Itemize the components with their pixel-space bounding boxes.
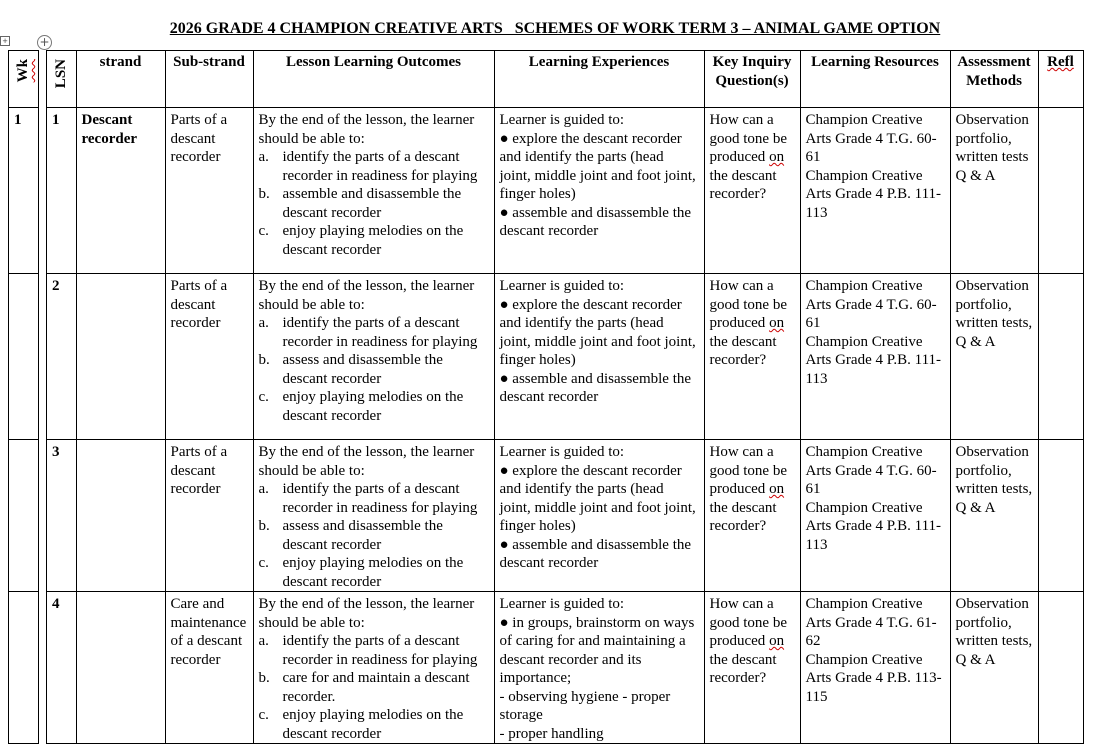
inquiry-text: the descant recorder?	[709, 651, 777, 686]
outcome-list	[259, 632, 489, 743]
experience-item: ● assemble and disassemble the descant recorder	[499, 204, 692, 239]
resource-line: Champion Creative Arts Grade 4 T.G. 60-61	[805, 112, 937, 165]
resource-line: Champion Creative Arts Grade 4 T.G. 60-61	[805, 444, 937, 497]
outcome-item: b. assemble and disassemble the descant recorder	[258, 186, 462, 221]
cell-resources[interactable]	[800, 108, 950, 274]
table-move-handle[interactable]: +	[0, 36, 10, 46]
assessment-line: Observation portfolio,	[955, 112, 1029, 147]
cell-week[interactable]	[9, 274, 39, 440]
outcome-list	[259, 148, 489, 259]
cell-assessment[interactable]	[950, 274, 1038, 440]
experience-list	[500, 462, 699, 573]
header-lsn: LSN	[47, 51, 77, 108]
cell-lesson-number[interactable]: 3	[47, 440, 77, 592]
outcome-item: a. identify the parts of a descant recorder in readiness for playing	[258, 315, 478, 350]
inquiry-text: How can a good tone be produced	[709, 278, 787, 331]
experience-intro: Learner is guided to:	[499, 596, 625, 612]
header-row	[9, 51, 1084, 108]
cell-resources[interactable]	[800, 440, 950, 592]
cell-inquiry[interactable]	[704, 440, 800, 592]
experience-item: ● assemble and disassemble the descant recorder	[499, 536, 692, 571]
column-gap	[39, 51, 47, 108]
cell-outcomes[interactable]	[253, 274, 494, 440]
header-assessment: Assessment Methods	[950, 51, 1038, 108]
resource-line: Champion Creative Arts Grade 4 P.B. 111-113	[805, 499, 942, 553]
experience-item: ● in groups, brainstorm on ways of caring for and maintaining a descant recorder and its importance;	[499, 614, 695, 686]
cell-experiences[interactable]	[494, 592, 704, 744]
experience-item: ● assemble and disassemble the descant recorder	[499, 370, 692, 405]
resource-line: Champion Creative Arts Grade 4 P.B. 113-115	[805, 651, 942, 705]
column-gap	[39, 274, 47, 440]
inquiry-text: How can a good tone be produced	[709, 596, 787, 649]
cell-experiences[interactable]	[494, 274, 704, 440]
add-column-icon[interactable]: +	[37, 35, 52, 50]
scheme-of-work-table	[8, 50, 1084, 744]
experience-intro: Learner is guided to:	[499, 444, 625, 460]
cell-week[interactable]	[9, 440, 39, 592]
cell-reflection[interactable]	[1038, 274, 1083, 440]
outcome-item: a. identify the parts of a descant recorder in readiness for playing	[258, 149, 478, 184]
assessment-line: Observation portfolio,	[955, 444, 1029, 479]
document-title: 2026 GRADE 4 CHAMPION CREATIVE ARTS SCHEMES OF WORK TERM 3 – ANIMAL GAME OPTION	[169, 20, 941, 37]
cell-inquiry[interactable]	[704, 592, 800, 744]
cell-resources[interactable]	[800, 592, 950, 744]
cell-inquiry[interactable]	[704, 274, 800, 440]
assessment-line: written tests	[955, 149, 1029, 165]
experience-list	[500, 296, 699, 407]
cell-reflection[interactable]	[1038, 440, 1083, 592]
outcome-intro: By the end of the lesson, the learner should be able to:	[258, 596, 475, 631]
assessment-line: Observation portfolio,	[955, 278, 1029, 313]
column-gap	[39, 108, 47, 274]
cell-strand[interactable]	[76, 274, 165, 440]
header-strand: strand	[76, 51, 165, 108]
header-outcomes: Lesson Learning Outcomes	[253, 51, 494, 108]
outcome-item: c. enjoy playing melodies on the descant recorder	[258, 555, 464, 590]
cell-reflection[interactable]	[1038, 592, 1083, 744]
cell-outcomes[interactable]	[253, 108, 494, 274]
outcome-item: b. assess and disassemble the descant recorder	[258, 518, 443, 553]
cell-strand[interactable]	[76, 592, 165, 744]
assessment-line: Q & A	[955, 499, 996, 516]
spelling-flag: on	[769, 149, 785, 165]
column-gap	[39, 440, 47, 592]
assessment-line: Q & A	[955, 651, 996, 668]
cell-outcomes[interactable]	[253, 592, 494, 744]
outcome-item: b. care for and maintain a descant recorder.	[258, 670, 470, 705]
cell-reflection[interactable]	[1038, 108, 1083, 274]
assessment-line: written tests,	[955, 315, 1033, 331]
inquiry-text: the descant recorder?	[709, 167, 777, 202]
inquiry-text: the descant recorder?	[709, 333, 777, 368]
lesson-row	[9, 440, 1084, 592]
cell-sub-strand[interactable]: Parts of a descant recorder	[165, 108, 253, 274]
cell-week[interactable]	[9, 592, 39, 744]
inquiry-text: How can a good tone be produced	[709, 112, 787, 165]
cell-experiences[interactable]	[494, 440, 704, 592]
outcome-item: b. assess and disassemble the descant recorder	[258, 352, 443, 387]
resource-line: Champion Creative Arts Grade 4 T.G. 61-62	[805, 596, 937, 649]
experience-intro: Learner is guided to:	[499, 112, 625, 128]
outcome-item: a. identify the parts of a descant recorder in readiness for playing	[258, 633, 478, 668]
cell-strand[interactable]	[76, 440, 165, 592]
cell-sub-strand[interactable]: Parts of a descant recorder	[165, 274, 253, 440]
cell-assessment[interactable]	[950, 108, 1038, 274]
outcome-item: a. identify the parts of a descant recorder in readiness for playing	[258, 481, 478, 516]
header-resources: Learning Resources	[800, 51, 950, 108]
assessment-line: written tests,	[955, 481, 1033, 497]
inquiry-text: How can a good tone be produced	[709, 444, 787, 497]
assessment-line: written tests,	[955, 633, 1033, 649]
header-wk: Wk	[9, 51, 39, 108]
outcome-item: c. enjoy playing melodies on the descant recorder	[258, 389, 464, 424]
lesson-row	[9, 274, 1084, 440]
cell-strand[interactable]: Descant recorder	[76, 108, 165, 274]
outcome-item: c. enjoy playing melodies on the descant recorder	[258, 707, 464, 742]
cell-sub-strand[interactable]: Care and maintenance of a descant recorder	[165, 592, 253, 744]
experience-list	[500, 614, 699, 744]
outcome-intro: By the end of the lesson, the learner should be able to:	[258, 444, 475, 479]
experience-intro: Learner is guided to:	[499, 278, 625, 294]
cell-week[interactable]: 1	[9, 108, 39, 274]
header-inquiry: Key Inquiry Question(s)	[704, 51, 800, 108]
column-gap	[39, 592, 47, 744]
cell-lesson-number[interactable]: 4	[47, 592, 77, 744]
experience-item: ● explore the descant recorder and identify the parts (head joint, middle joint and foot joint, finger holes)	[499, 462, 696, 534]
spelling-flag: on	[769, 633, 785, 649]
cell-resources[interactable]	[800, 274, 950, 440]
assessment-line: Q & A	[955, 167, 996, 184]
outcome-intro: By the end of the lesson, the learner should be able to:	[258, 278, 475, 313]
experience-item: ● explore the descant recorder and identify the parts (head joint, middle joint and foot joint, finger holes)	[499, 296, 696, 368]
outcome-item: c. enjoy playing melodies on the descant recorder	[258, 223, 464, 258]
header-sub-strand: Sub-strand	[165, 51, 253, 108]
cell-sub-strand[interactable]: Parts of a descant recorder	[165, 440, 253, 592]
header-experiences: Learning Experiences	[494, 51, 704, 108]
assessment-line: Observation portfolio,	[955, 596, 1029, 631]
experience-item: - proper handling	[499, 725, 604, 742]
lesson-row	[9, 592, 1084, 744]
header-reflection: Refl	[1038, 51, 1083, 108]
spelling-flag: on	[769, 315, 785, 331]
outcome-list	[259, 480, 489, 591]
cell-lesson-number[interactable]: 2	[47, 274, 77, 440]
resource-line: Champion Creative Arts Grade 4 T.G. 60-61	[805, 278, 937, 331]
outcome-list	[259, 314, 489, 425]
experience-item: - observing hygiene - proper storage	[499, 688, 671, 723]
cell-inquiry[interactable]	[704, 108, 800, 274]
resource-line: Champion Creative Arts Grade 4 P.B. 111-113	[805, 333, 942, 387]
outcome-intro: By the end of the lesson, the learner should be able to:	[258, 112, 475, 147]
spelling-flag: on	[769, 481, 785, 497]
experience-list	[500, 130, 699, 241]
cell-assessment[interactable]	[950, 440, 1038, 592]
cell-outcomes[interactable]	[253, 440, 494, 592]
resource-line: Champion Creative Arts Grade 4 P.B. 111-113	[805, 167, 942, 221]
lesson-row	[9, 108, 1084, 274]
inquiry-text: the descant recorder?	[709, 499, 777, 534]
assessment-line: Q & A	[955, 333, 996, 350]
experience-item: ● explore the descant recorder and identify the parts (head joint, middle joint and foot joint, finger holes)	[499, 130, 696, 202]
cell-lesson-number[interactable]: 1	[47, 108, 77, 274]
cell-experiences[interactable]	[494, 108, 704, 274]
cell-assessment[interactable]	[950, 592, 1038, 744]
